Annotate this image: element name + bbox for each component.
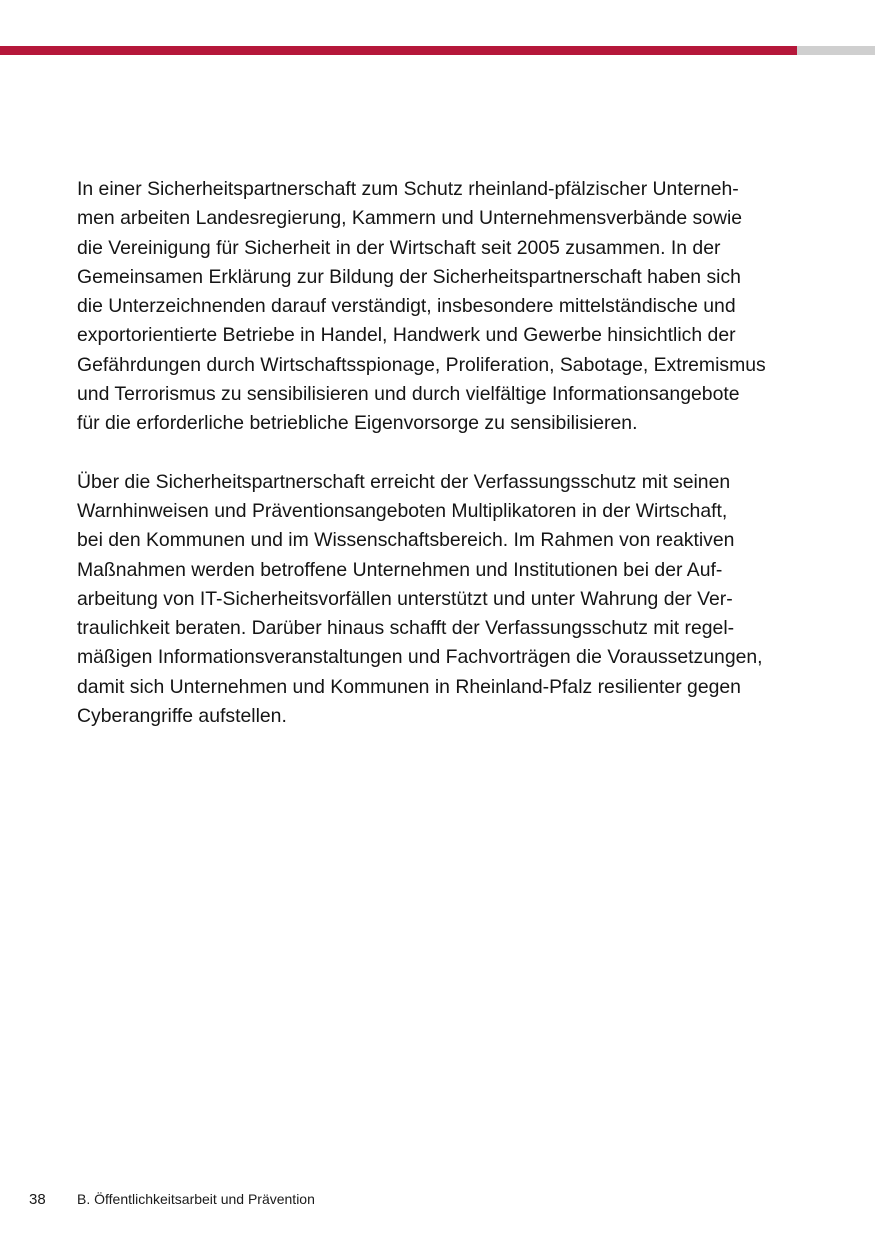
- page-number: 38: [29, 1191, 46, 1208]
- text-line: Gefährdungen durch Wirtschaftsspionage, Proliferation, Sabotage, Extremismus: [77, 353, 766, 376]
- text-line: Gemeinsamen Erklärung zur Bildung der Sicherheitspartnerschaft haben sich: [77, 265, 741, 288]
- paragraph-security-partnership: [77, 175, 793, 439]
- text-line: exportorientierte Betriebe in Handel, Handwerk und Gewerbe hinsichtlich der: [77, 324, 736, 347]
- page-footer: [29, 1189, 315, 1210]
- text-line: die Vereinigung für Sicherheit in der Wirtschaft seit 2005 zusammen. In der: [77, 236, 721, 259]
- text-line: arbeitung von IT-Sicherheitsvorfällen unterstützt und unter Wahrung der Ver-: [77, 587, 733, 610]
- text-line: Maßnahmen werden betroffene Unternehmen und Institutionen bei der Auf-: [77, 558, 723, 581]
- header-accent-bar: [0, 46, 797, 55]
- text-line: men arbeiten Landesregierung, Kammern und Unternehmensverbände sowie: [77, 207, 743, 230]
- text-line: bei den Kommunen und im Wissenschaftsbereich. Im Rahmen von reaktiven: [77, 529, 735, 552]
- section-title: B. Öffentlichkeitsarbeit und Prävention: [77, 1191, 315, 1207]
- paragraph-prevention-offers: [77, 468, 793, 732]
- text-line: für die erforderliche betriebliche Eigenvorsorge zu sensibilisieren.: [77, 412, 638, 435]
- text-line: Über die Sicherheitspartnerschaft erreicht der Verfassungsschutz mit seinen: [77, 470, 731, 493]
- text-line: mäßigen Informationsveranstaltungen und Fachvorträgen die Voraussetzungen,: [77, 646, 763, 669]
- text-line: In einer Sicherheitspartnerschaft zum Schutz rheinland-pfälzischer Unterneh-: [77, 178, 739, 200]
- text-line: Warnhinweisen und Präventionsangeboten Multiplikatoren in der Wirtschaft,: [77, 499, 728, 522]
- text-line: Cyberangriffe aufstellen.: [77, 705, 287, 728]
- text-line: und Terrorismus zu sensibilisieren und durch vielfältige Informationsangebote: [77, 383, 740, 406]
- text-line: damit sich Unternehmen und Kommunen in Rheinland-Pfalz resilienter gegen: [77, 675, 741, 698]
- body-text: [77, 175, 793, 731]
- header-accent-bar-grey: [797, 46, 875, 55]
- text-line: die Unterzeichnenden darauf verständigt, insbesondere mittelständische und: [77, 295, 736, 318]
- text-line: traulichkeit beraten. Darüber hinaus schafft der Verfassungsschutz mit regel-: [77, 617, 735, 640]
